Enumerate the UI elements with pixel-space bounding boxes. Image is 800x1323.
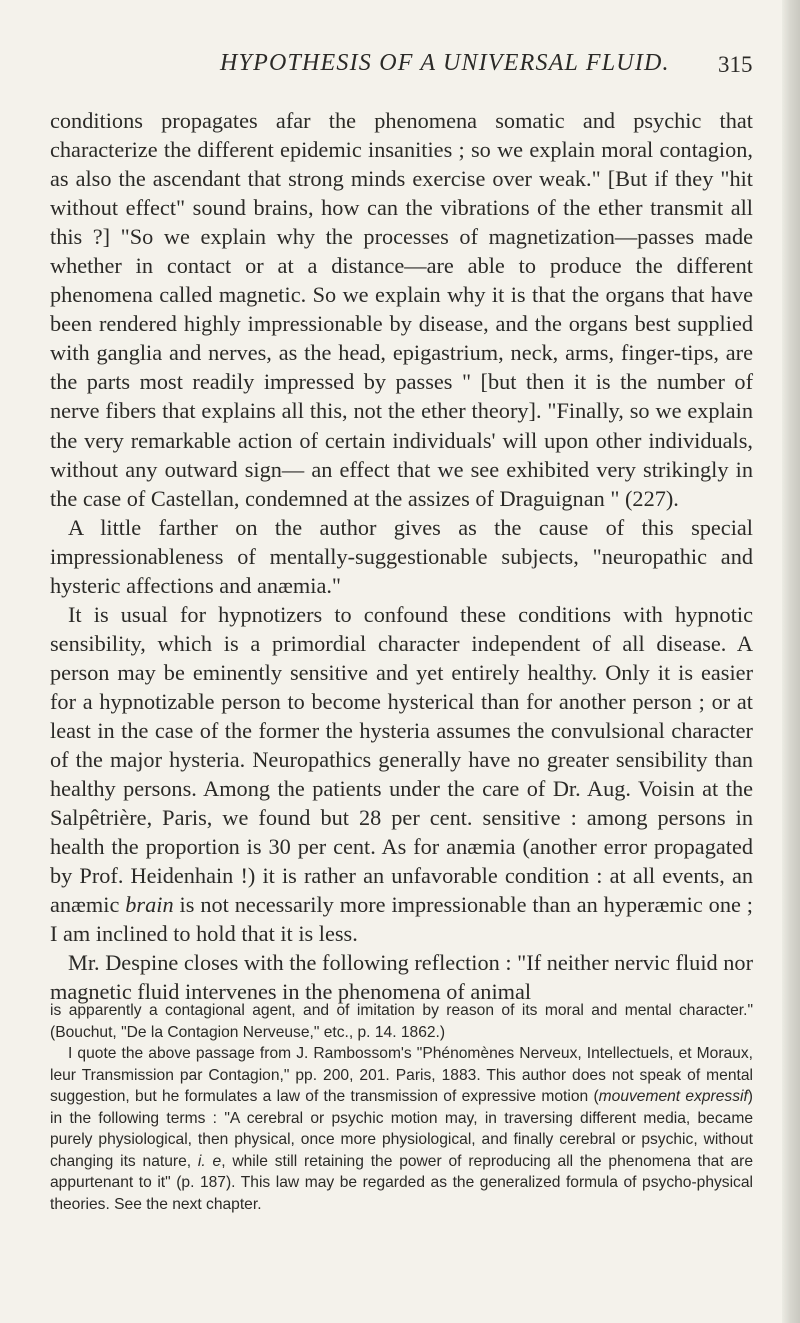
footnote-paragraph [50,1043,753,1215]
footnote-text-a: I quote the above passage from J. Rambossom's "Phénomènes Nerveux, Intellectuels, et Moraux, leur Transmission par Contagion," pp. 200, 201. Paris, 1883. This author does not speak of mental suggestion, but he formulates a law of the transmission of expressive motion ( [50,1045,753,1105]
footnote-text-b: ) in the following terms : "A cerebral or psychic motion may, in traversing different media, became purely physiological, then physical, once more physiological, and finally cerebral or psychic, without changing its nature, [50,1088,753,1170]
footnote-emphasis-1: mouvement expressif [598,1088,748,1105]
page-edge [782,0,800,1323]
paragraph-4: Mr. Despine closes with the following reflection : "If neither nervic fluid nor magnetic fluid intervenes in the phenomena of animal [50,950,753,1005]
paragraph-3-text-a: It is usual for hypnotizers to confound these conditions with hypnotic sensibility, which is a primordial character independent of all disease. A person may be eminently sensitive and yet entirely healthy. Only it is easier for a hypnotizable person to become hysterical than for another person ; or at least in the case of the former the hysteria assumes the convulsional character of the major hysteria. Neuropathics generally have no greater sensibility than healthy persons. Among the patients under the care of Dr. Aug. Voisin at the Salpêtrière, Paris, we found but 28 per cent. sensitive : among persons in health the proportion is 30 per cent. As for anæmia (another error propagated by Prof. Heidenhain !) it is rather an unfavorable condition : at all events, an anæmic [50,601,753,918]
paragraph-3-text-b: is not necessarily more impressionable than an hyperæmic one ; I am inclined to hold that it is less. [50,892,753,947]
paragraph-1: conditions propagates afar the phenomena somatic and psychic that characterize the different epidemic insanities ; so we explain moral contagion, as also the ascendant that strong minds exercise over weak." [But if they "hit without effect" sound brains, how can the vibrations of the ether transmit all this ?] "So we explain why the processes of magnetization—passes made whether in contact or at a distance—are able to produce the different phenomena called magnetic. So we explain why it is that the organs that have been rendered highly impressionable by disease, and the organs best supplied with ganglia and nerves, as the head, epigastrium, neck, arms, finger-tips, are the parts most readily impressed by passes " [but then it is the number of nerve fibers that explains all this, not the ether theory]. "Finally, so we explain the very remarkable action of certain individuals' will upon other individuals, without any outward sign— an effect that we see exhibited very strikingly in the case of Castellan, condemned at the assizes of Draguignan " (227). [50,108,753,511]
footnote-emphasis-2: i. e [197,1152,222,1170]
main-text [50,106,753,1006]
paragraph-3 [50,600,753,949]
footnotes [50,1000,753,1215]
footnote-continuation: is apparently a contagional agent, and of imitation by reason of its moral and mental character." (Bouchut, "De la Contagion Nerveuse," etc., p. 14. 1862.) [50,1002,753,1041]
paragraph-3-emphasis: brain [125,892,174,918]
footnote-text-c: , while still retaining the power of reproducing all the phenomena that are appurtenant to it" (p. 187). This law may be regarded as the generalized formula of psycho-physical theories. See the next chapter. [50,1152,753,1213]
page-header [0,50,800,90]
paragraph-2: A little farther on the author gives as the cause of this special impressionableness of mentally-suggestionable subjects, "neuropathic and hysteric affections and anæmia." [50,514,753,598]
running-title: HYPOTHESIS OF A UNIVERSAL FLUID. [220,50,670,76]
page-number: 315 [718,52,753,77]
